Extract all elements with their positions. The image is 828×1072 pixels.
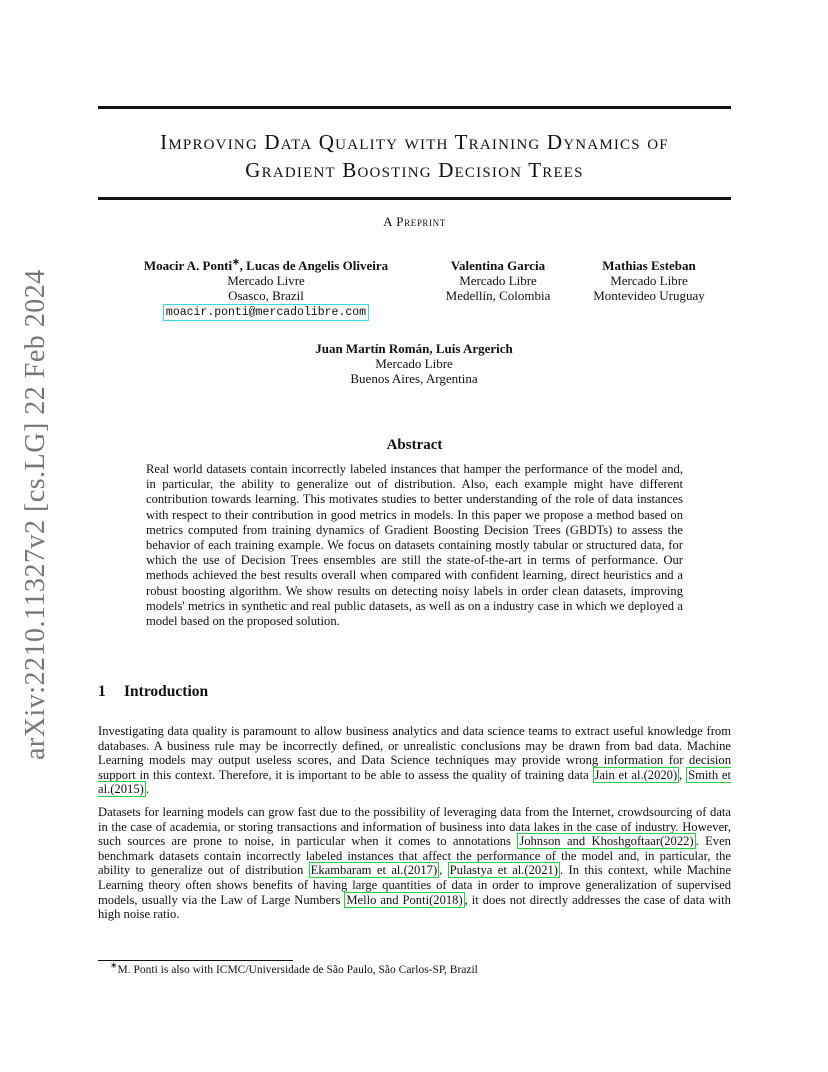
author-block-3 xyxy=(576,258,722,303)
title-line-2: Gradient Boosting Decision Trees xyxy=(245,158,584,182)
author-location: Buenos Aires, Argentina xyxy=(350,371,478,386)
author-block-2 xyxy=(431,258,565,303)
author-location: Osasco, Brazil xyxy=(228,288,304,303)
author-name: Valentina Garcia xyxy=(450,258,546,273)
author-location: Montevideo Uruguay xyxy=(593,288,705,303)
citation-link[interactable]: Pulastya et al.(2021) xyxy=(449,863,559,878)
author-email-link[interactable]: moacir.ponti@mercadolibre.com xyxy=(163,304,369,321)
abstract-text: Real world datasets contain incorrectly labeled instances that hamper the performance of the model and, in particular, the ability to generalize out of distribution. Also, each example might have different contribution towards learning. This motivates studies to better understanding of the role of data instances with respect to their contribution in good metrics in models. In this paper we propose a method based on metrics computed from training dynamics of Gradient Boosting Decision Trees (GBDTs) to assess the behavior of each training example. We focus on datasets containing mostly tabular or structured data, for which the use of Decision Trees ensembles are still the state-of-the-art in terms of performance. Our methods achieved the best results overall when compared with confident learning, direct heuristics and a robust boosting algorithm. We show results on detecting noisy labels in order clean datasets, improving models' metrics in synthetic and real public datasets, as well as on a industry case in which we deployed a model based on the proposed solution. xyxy=(146,462,683,629)
author-affiliation: Mercado Libre xyxy=(375,356,453,371)
footnote: ∗M. Ponti is also with ICMC/Universidade de São Paulo, São Carlos-SP, Brazil xyxy=(110,960,478,976)
author-block-1 xyxy=(118,258,414,321)
section-number: 1 xyxy=(98,683,106,700)
citation-link[interactable]: Johnson and Khoshgoftaar(2022) xyxy=(519,834,694,849)
citation-link[interactable]: Jain et al.(2020) xyxy=(594,767,678,782)
author-block-4 xyxy=(264,341,564,386)
citation-link[interactable]: Ekambaram et al.(2017) xyxy=(310,863,438,878)
abstract-heading: Abstract xyxy=(386,437,443,453)
author-names: Moacir A. Ponti∗, Lucas de Angelis Oliveira xyxy=(143,256,389,273)
title-rule-bottom xyxy=(98,197,731,200)
author-affiliation: Mercado Libre xyxy=(610,273,688,288)
preprint-label: A Preprint xyxy=(383,214,446,229)
title-rule-top xyxy=(98,106,731,109)
author-location: Medellín, Colombia xyxy=(445,288,551,303)
section-heading xyxy=(98,683,208,701)
intro-paragraph-1: Investigating data quality is paramount to allow business analytics and data science teams to extract useful knowledge from databases. A business rule may be incorrectly defined, or unrealistic conclusions may be drawn from bad data. Machine Learning models may output useless scores, and Data Science techniques may provide wrong information for decision support in this context. Therefore, it is important to be able to assess the quality of training data Jain et al.(2020) , Smith et al.(2015) . xyxy=(98,724,731,797)
intro-paragraph-2: Datasets for learning models can grow fast due to the possibility of leveraging data from the Internet, crowdsourcing of data in the case of academia, or storing transactions and information of business into data lakes in the case of industry. However, such sources are prone to noise, in particular when it comes to annotations Johnson and Khoshgoftaar(2022) . Even benchmark datasets contain incorrectly labeled instances that affect the performance of the model and, in particular, the ability to generalize out of distribution Ekambaram et al.(2017) , Pulastya et al.(2021) . In this context, while Machine Learning theory often shows benefits of having large quantities of data in order to improve generalization of supervised models, usually via the Law of Large Numbers Mello and Ponti(2018) , it does not directly addresses the case of data with high noise ratio. xyxy=(98,805,731,922)
citation-link[interactable]: Smith et al.(2015) xyxy=(98,767,731,797)
title-line-1: Improving Data Quality with Training Dynamics of xyxy=(160,130,669,154)
footnote-rule xyxy=(98,960,293,961)
author-affiliation: Mercado Livre xyxy=(227,273,305,288)
citation-link[interactable]: Mello and Ponti(2018) xyxy=(346,892,463,907)
author-name: Mathias Esteban xyxy=(602,258,696,273)
arxiv-id-text: arXiv:2210.11327v2 [cs.LG] 22 Feb 2024 xyxy=(20,269,51,760)
author-affiliation: Mercado Libre xyxy=(459,273,537,288)
section-title: Introduction xyxy=(124,683,209,700)
author-names: Juan Martín Román, Luis Argerich xyxy=(315,341,513,356)
arxiv-stamp xyxy=(14,269,58,760)
paper-title xyxy=(98,128,731,184)
